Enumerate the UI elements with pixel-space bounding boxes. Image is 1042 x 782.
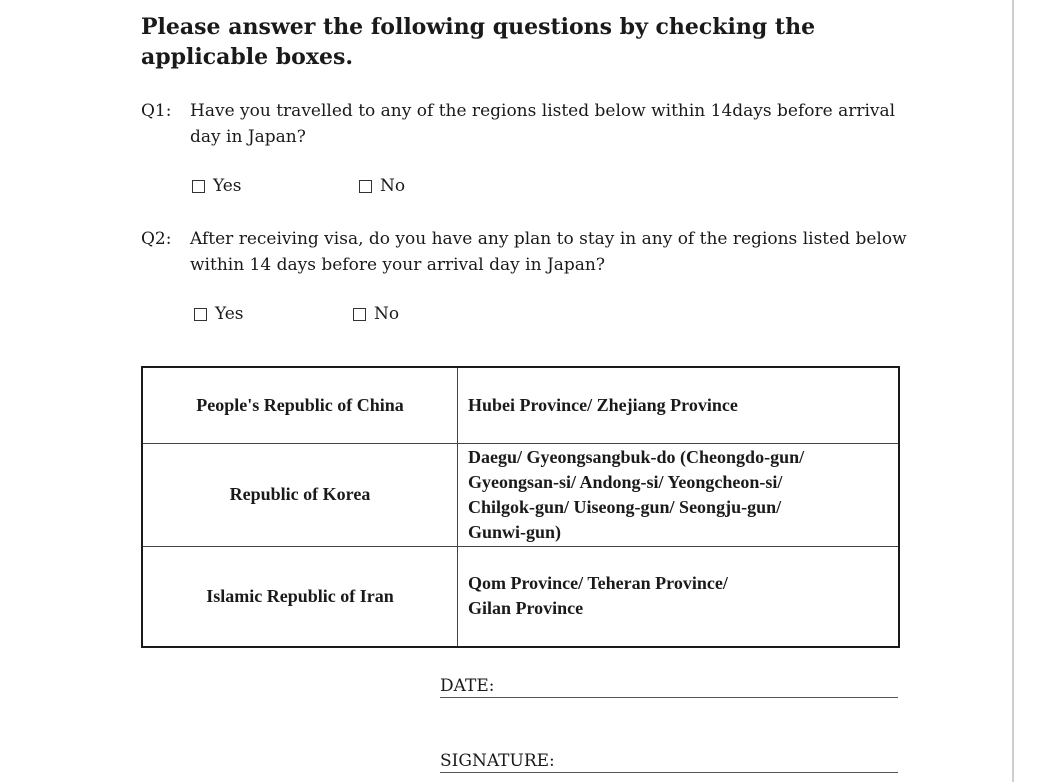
country-cell: Islamic Republic of Iran: [142, 546, 458, 647]
date-field[interactable]: [440, 675, 898, 698]
question-1-no-option[interactable]: [359, 174, 405, 198]
checkbox-icon[interactable]: [353, 308, 366, 321]
checkbox-icon[interactable]: [192, 180, 205, 193]
table-row: [142, 367, 899, 443]
option-label: Yes: [215, 304, 244, 324]
region-line: Qom Province/ Teheran Province/: [468, 573, 728, 594]
region-line: Chilgok-gun/ Uiseong-gun/ Seongju-gun/: [468, 496, 782, 517]
region-line: Daegu/ Gyeongsangbuk-do (Cheongdo-gun/: [468, 446, 805, 467]
form-instructions: Please answer the following questions by checking the applicable boxes.: [141, 14, 816, 70]
region-line: Gyeongsan-si/ Andong-si/ Yeongcheon-si/: [468, 471, 783, 492]
table-row: [142, 546, 899, 647]
option-label: No: [380, 176, 406, 196]
region-line: Hubei Province/ Zhejiang Province: [468, 394, 738, 415]
region-line: Gilan Province: [468, 598, 584, 619]
signature-label: SIGNATURE:: [440, 751, 555, 771]
question-1-yes-option[interactable]: [192, 174, 242, 198]
region-line: Gunwi-gun): [468, 521, 562, 542]
question-2-text: After receiving visa, do you have any plan to stay in any of the regions listed below within 14 days before your arrival day in Japan?: [190, 229, 907, 275]
question-2-yes-option[interactable]: [194, 302, 244, 326]
regions-cell: [458, 367, 900, 443]
checkbox-icon[interactable]: [194, 308, 207, 321]
option-label: Yes: [213, 176, 242, 196]
question-1-number: Q1:: [141, 101, 172, 121]
table-row: [142, 443, 899, 546]
page-edge-divider: [1012, 0, 1014, 782]
signature-field[interactable]: [440, 750, 898, 773]
regions-table: [141, 366, 900, 648]
question-2-number: Q2:: [141, 229, 172, 249]
checkbox-icon[interactable]: [359, 180, 372, 193]
country-cell: People's Republic of China: [142, 367, 458, 443]
option-label: No: [374, 304, 400, 324]
question-2-no-option[interactable]: [353, 302, 399, 326]
country-cell: Republic of Korea: [142, 443, 458, 546]
regions-cell: [458, 546, 900, 647]
question-1-text: Have you travelled to any of the regions listed below within 14days before arrival day in Japan?: [190, 101, 896, 147]
regions-cell: [458, 443, 900, 546]
date-label: DATE:: [440, 676, 495, 696]
